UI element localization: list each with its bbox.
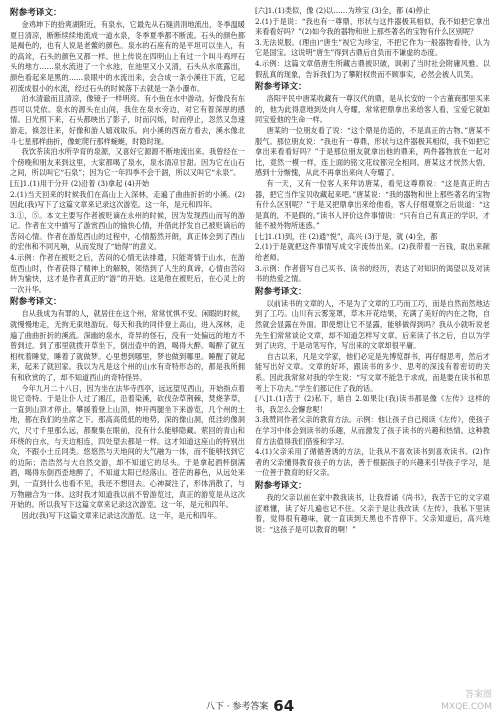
translation-paragraph: 金鸡坤下的拾爽湖附近，有泉水，它最先从石缝涓涓地流出，冬季温暖夏日清凉，断断续续地流成一道水泉，冬季夏季都不断流。石头的颜色都是褐色的，也有人说是老鳖的颜色。泉水的石座有的是平坦可以坐人，有的高耸，石头的颜色又都一样。世上传说在四明山上有过一个叫斗鸡坪石头的地方……泉水流进了一个水池，在池里又小又清，石头从水底露出，颜色看起来是黑的……泉眼中的水流出来，会合成一条小溪往下流，它起初流成很小的水流，经过石头的时候落下去就是一条小瀑布。 [10,20,245,93]
translation-paragraph: 我饮茶读泊水所孕育的泉源，又喜好它源源不断地流出来。我曾经在一个傍晚和朋友来到这里，大家都喝了泉水，泉水清凉甘甜。因为它在山石之间，所以叫它“石泉”；因为它一年四季不会干涸，所以又叫它“永泉”。 [10,147,245,178]
translation-paragraph: 我的父亲以前在家中教我读书，让我背诵《尚书》，我苦于它的文字艰涩难懂，读了好几遍也记不住。父亲于是让我改读《左传》，我私下里读着，觉得很有趣味，就一直读到天黑也不肯停下。父亲知道后，高兴地说：“这孩子是可以教育的啊！” [255,492,490,534]
left-column [10,6,245,696]
section-heading: 附参考译文： [10,8,62,18]
answer-item: 3.无法说服。(理由)“唐生”视它为珍宝，不把它作为一般器物看待，认为它是国宝。这说明“唐生”得到古鼎后自负而不谦虚的态度。 [255,37,490,58]
right-column [255,6,490,696]
answer-item: 4.示例：作者在被贬之后，苦闷的心情无法排遣，只能寄情于山水，在游览西山时，作者获得了精神上的解脱，领悟到了人生的真谛，心情由苦闷转为愉快，这才是作者真正的“游”的开始。这是他在被贬后，在心灵上的一次升华。 [10,253,245,294]
answer-item: 2.(1)于是说：“我也有一尊鼎，形状与这件器极其相似，我不如把它拿出来看看好吗？”(2)如今我的器物和世上那些著名的宝物有什么区别呢？ [255,16,490,37]
answer-item: 3.示例：作者借写自己买书、读书的经历，表达了对知识的渴望以及对读书的热爱之情。 [255,263,490,284]
answer-item: [七]1.(1)到，往 (2)通“悦”，高兴 (3)于是，就 (4)全，都 [255,231,438,241]
translation-paragraph: 唐某的一位朋友看了说：“这个鼎是仿造的，不是真正的古物。”唐某不服气。那位朋友说：“我也有一尊鼎，形状与这件器极其相似，我不如把它拿出来看看好吗？”于是那位朋友就拿出他的鼎来，两件器物放在一起对比，竟然一模一样，连上面的铭文花纹都完全相同。唐某这才恍然大悟，感到十分惭愧，从此不再拿出来向人夸耀了。 [255,125,490,178]
watermark-logo: 答案圈 MXQE.COM [441,690,492,712]
translation-paragraph: 以前读书的文章的人，不是为了文章的工巧而工巧，而是自然而然地达到了工巧。山川有云雾笼罩，草木开花结果，充满了美好的内在之物，自然就会显露在外面。即使想让它不显露，能够做得到吗？我从小就听说老先生们常常谈论文章，却不知道怎样写文章。后来读了书之后，自以为学到了诀窍，于是动笔写作，写出来的文章却很平庸。 [255,298,490,351]
section-heading: 附参考译文： [255,82,307,93]
answer-item: 3.我赞同作者父亲的教育方法。示例：他让孩子自己阅读《左传》，使孩子在学习中体会到读书的乐趣，从而激发了孩子读书的兴趣和热情。这种教育方法值得我们借鉴和学习。 [255,415,490,446]
answer-item: [五]1.(1)用于分开 (2)沿着 (3)拿起 (4)开始 [10,178,150,188]
translation-paragraph: 有一天，又有一位客人来拜访唐某，看见这尊鼎说：“这是真正的古器，把它当作宝贝收藏起来吧。”唐某说：“我的器物和世上那些著名的宝物有什么区别呢？”于是又把鼎拿出来给他看，客人仔细观察之后说道：“这是真的，不是假的。”读书人评价这件事情说：“只有自己有真正的学识，才能不被外物所迷惑。” [255,178,490,231]
translation-paragraph: 今年九月二十八日，因为坐在法华寺西亭，远远望见西山，开始指点着说它奇特。于是让仆人过了湘江，沿着染溪，砍伐杂草荆棘，焚烧茅草，一直到山顶才停止。攀援着登上山顶，伸开两腿坐下来游览，几个州的土地，都在我们的坐席之下。那高高低低的地势，深的像山洞，低洼的像洞穴，尺寸千里那么远，都聚集在眼前，没有什么能够隐藏。萦回的青山和环绕的白水，与天边相连，四处望去都是一样。这才知道这座山的特别出众，不跟小土丘同类。悠悠然与天地间的大气融为一体，而不能够找到它的边际；浩浩然与大自然交游，却不知道它的尽头。于是拿起酒杯倒满酒，喝得东倒西歪地醉了，不知道太阳已经落山。苍茫的暮色，从远处来到，一直到什么也看不见，我还不想回去。心神凝注了，形体消散了，与万物融合为一体。这时我才知道我以前不曾游览过，真正的游览是从这次开始的。所以我写下这篇文章来记录这次游览。这一年，是元和四年。 [10,383,245,510]
section-heading: 附参考译文： [255,480,307,491]
footer-label: 八下 · 参考答案 [205,702,269,712]
translation-paragraph: 自从我成为有罪的人，就居住在这个州，常常忧惧不安。闲暇的时候，就慢慢地走，无拘无束地游玩。每天和我的同伴登上高山，进入深林，走遍了曲曲折折的溪流。深幽的泉水，奇异的怪石，没有一处偏远的地方不曾到过。到了那里就拨开草坐下，倒出壶中的酒，喝得大醉。喝醉了就互相枕着睡觉，睡着了就做梦。心里想到哪里，梦也做到哪里。睡醒了就起来，起来了就回家。我以为凡是这个州的山水有奇特形态的，都是我所拥有和欣赏的了，却不知道西山的奇特怪异。 [10,309,245,382]
answer-item: 4.示例：这篇文章借唐生所藏古鼎被识破，讽刺了当时社会附庸风雅、以假乱真的现象，告诉我们为了攀附权贵而不顾事实，必然会被人讥笑。 [255,58,490,79]
translation-paragraph: 洛阳平民中唐某收藏有一尊汉代的鼎，是从长安的一个古董商那里买来的，他为此得意地到处向人夸耀，常常把鼎拿出来给客人看，宝爱它就如同宝爱他的生命一样。 [255,94,490,125]
answer-item: 2.(1)于是就把这件事情写成文字流传出来。(2)我带着一百钱，取出来献给老师。 [255,242,490,263]
translation-paragraph: 因此(我)写下这篇文章来记录这次游览。这一年，是元和四年。 [21,510,222,520]
answer-item: 4.(1)父亲采用了循循善诱的方法，让我从不喜欢读书到喜欢读书。(2)作者的父亲懂得教育孩子的方法，善于根据孩子的兴趣来引导孩子学习，是一位善于教育的好父亲。 [255,447,490,478]
translation-paragraph: 自古以来，凡是文学家，他们必定是先博览群书，再仔细思考，然后才能写出好文章。文章的好坏，跟读书的多少、思考的深浅有着密切的关系。因此我常常对我的学生说：“写文章不能急于求成，而是要在读书和思考上下功夫。”学生们都记住了我的话。 [255,351,490,393]
two-column-body [10,6,490,696]
section-heading: 附参考译文： [10,297,62,308]
answer-item: [六]1.(1)类似，像 (2)以……为珍宝 (3)全，都 (4)停止 [255,6,431,15]
page-number: 64 [273,697,295,715]
answer-item: [八]1.(1)苦于 (2)私下，暗自 2.如果让(我)读书都是像《左传》这样的书，我怎么会懈怠呢！ [255,394,490,414]
answer-item: 3.①，⑤。本文主要写作者被贬谪在永州的时候，因为发现西山而写的游记。作者在文中描写了游赏西山的愉快心情，并借此抒发自己被贬谪后的苦闷心情。作者在游览西山的过程中，心情豁然开朗，真正体会到了西山的宏伟和不同凡响，从而发现了“始得”的意义。 [10,210,245,252]
translation-paragraph: 泊水清澈而且清凉，像镜子一样明亮。有小鱼在水中游动，好像没有东西可以凭依。泉水的源头在山间，我住在泉水旁边，对它有着深厚的感情。日光照下来，石头都映出了影子，时而闪烁，时而停止，忽然又急速游走，倏忽往来，好像和游人嬉戏取乐。向小溪的西南方看去，溪水像北斗七星那样曲折，像蛇爬行那样蜿蜒，时隐时现。 [10,94,245,146]
answer-item: 2.(1)当天回来的时候我们在高山上入深林，走遍了曲曲折折的小溪。(2)因此(我)写下了这篇文章来记录这次游览。这一年，是元和四年。 [10,189,245,210]
section-heading: 附参考译文： [255,286,307,297]
